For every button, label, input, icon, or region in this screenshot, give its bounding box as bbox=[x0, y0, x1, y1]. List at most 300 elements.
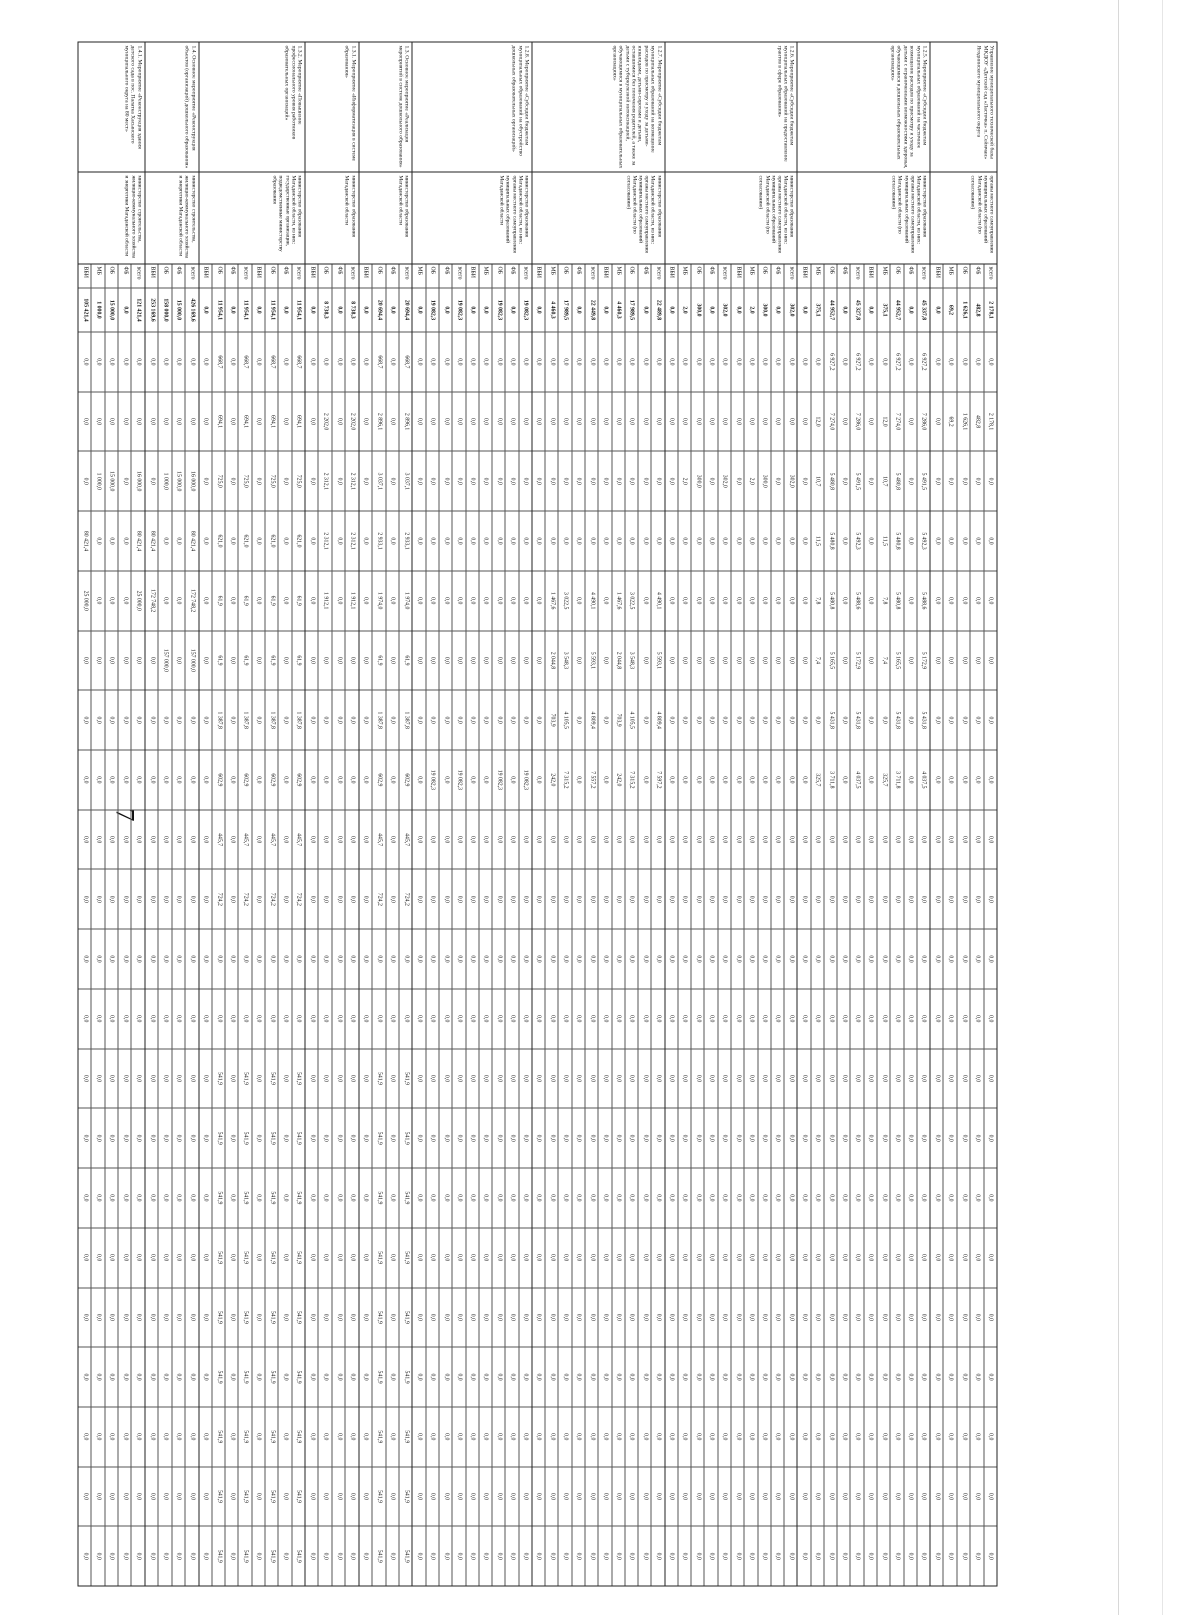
year-value-cell: 0,0 bbox=[105, 870, 117, 930]
year-value-cell: 3 711,8 bbox=[824, 751, 836, 811]
year-value-cell: 61,9 bbox=[239, 571, 251, 631]
year-value-cell: 2 896,1 bbox=[399, 392, 411, 452]
year-value-cell: 0,0 bbox=[612, 333, 624, 393]
year-value-cell: 541,9 bbox=[292, 1348, 304, 1408]
year-value-cell: 0,0 bbox=[692, 631, 704, 691]
year-value-cell: 0,0 bbox=[984, 1169, 996, 1229]
year-value-cell: 0,0 bbox=[186, 1049, 198, 1109]
year-value-cell: 0,0 bbox=[506, 333, 518, 393]
year-value-cell: 0,0 bbox=[824, 989, 836, 1049]
year-value-cell: 4 809,4 bbox=[652, 691, 664, 751]
year-value-cell: 0,0 bbox=[386, 512, 398, 572]
year-value-cell: 0,0 bbox=[332, 631, 344, 691]
year-value-cell: 0,0 bbox=[718, 1407, 730, 1467]
total-cell: 45 337,8 bbox=[917, 289, 929, 333]
year-value-cell: 0,0 bbox=[332, 930, 344, 990]
year-value-cell: 0,0 bbox=[78, 870, 90, 930]
year-value-cell: 0,0 bbox=[386, 333, 398, 393]
year-value-cell: 0,0 bbox=[612, 1109, 624, 1169]
year-value-cell: 0,0 bbox=[718, 392, 730, 452]
year-value-cell: 0,0 bbox=[758, 571, 770, 631]
year-value-cell: 668,7 bbox=[292, 333, 304, 393]
year-value-cell: 0,0 bbox=[145, 810, 157, 870]
year-value-cell: 0,0 bbox=[904, 1228, 916, 1288]
funding-source-cell: всего bbox=[132, 265, 144, 289]
table-row bbox=[691, 265, 704, 1586]
year-value-cell: 0,0 bbox=[92, 1348, 104, 1408]
table-row bbox=[545, 265, 558, 1586]
year-value-cell: 0,0 bbox=[172, 1169, 184, 1229]
year-value-cell: 0,0 bbox=[904, 392, 916, 452]
year-value-cell: 0,0 bbox=[944, 1288, 956, 1348]
year-value-cell: 0,0 bbox=[145, 1228, 157, 1288]
year-value-cell: 61,9 bbox=[373, 631, 385, 691]
year-value-cell: 0,0 bbox=[771, 452, 783, 512]
year-value-cell: 2 933,1 bbox=[373, 512, 385, 572]
year-value-cell: 0,0 bbox=[186, 1348, 198, 1408]
year-value-cell: 0,0 bbox=[172, 571, 184, 631]
year-value-cell: 0,0 bbox=[186, 930, 198, 990]
year-value-cell: 0,0 bbox=[798, 691, 810, 751]
year-value-cell: 0,0 bbox=[864, 1049, 876, 1109]
year-value-cell: 0,0 bbox=[705, 1407, 717, 1467]
year-value-cell: 0,0 bbox=[279, 1228, 291, 1288]
year-value-cell: 0,0 bbox=[678, 751, 690, 811]
year-value-cell: 7 557,2 bbox=[585, 751, 597, 811]
table-row bbox=[104, 265, 117, 1586]
year-value-cell: 0,0 bbox=[149, 1552, 156, 1560]
year-value-cell: 0,0 bbox=[319, 1467, 331, 1527]
year-value-cell: 2,0 bbox=[678, 452, 690, 512]
year-value-cell: 0,0 bbox=[851, 1288, 863, 1348]
year-value-cell: 0,0 bbox=[957, 512, 969, 572]
year-value-cell: 0,0 bbox=[132, 989, 144, 1049]
total-cell: 0,0 bbox=[252, 289, 264, 333]
year-value-cell: 0,0 bbox=[386, 751, 398, 811]
year-value-cell: 0,0 bbox=[639, 1049, 651, 1109]
total-cell: 0,0 bbox=[439, 289, 451, 333]
table-row bbox=[983, 265, 996, 1586]
year-value-cell: 0,0 bbox=[838, 631, 850, 691]
year-value-cell: 0,0 bbox=[705, 392, 717, 452]
year-value-cell: 7,8 bbox=[811, 571, 823, 631]
year-value-cell: 0,0 bbox=[891, 1288, 903, 1348]
year-value-cell: 0,0 bbox=[105, 810, 117, 870]
year-value-cell: 0,0 bbox=[426, 1467, 438, 1527]
year-value-cell: 0,0 bbox=[575, 1552, 582, 1560]
year-value-cell: 0,0 bbox=[971, 930, 983, 990]
year-value-cell: 7,8 bbox=[878, 571, 890, 631]
year-value-cell: 0,0 bbox=[904, 870, 916, 930]
year-value-cell: 0,0 bbox=[867, 1552, 874, 1560]
year-value-cell: 0,0 bbox=[931, 989, 943, 1049]
year-value-cell: 0,0 bbox=[705, 333, 717, 393]
year-value-cell: 0,0 bbox=[678, 1467, 690, 1527]
year-value-cell: 0,0 bbox=[572, 1407, 584, 1467]
year-value-cell: 0,0 bbox=[145, 392, 157, 452]
year-value-cell: 0,0 bbox=[785, 751, 797, 811]
measure-name: 1.4. Основное мероприятие «Реконструкция объектов (организаций) дошкольного образования» bbox=[145, 43, 198, 173]
year-value-cell: 0,0 bbox=[639, 1467, 651, 1527]
year-value-cell: 0,0 bbox=[332, 452, 344, 512]
table-row bbox=[704, 265, 717, 1586]
year-value-cell: 0,0 bbox=[599, 1407, 611, 1467]
funding-source-cell: всего bbox=[346, 265, 358, 289]
year-value-cell: 0,0 bbox=[665, 751, 677, 811]
year-value-cell: 0,0 bbox=[984, 810, 996, 870]
year-value-cell: 0,0 bbox=[92, 930, 104, 990]
year-value-cell: 0,0 bbox=[519, 691, 531, 751]
year-value-cell: 0,0 bbox=[359, 392, 371, 452]
year-value-cell: 0,0 bbox=[413, 333, 425, 393]
year-value-cell: 0,0 bbox=[705, 1049, 717, 1109]
year-value-cell: 0,0 bbox=[92, 1407, 104, 1467]
year-value-cell: 0,0 bbox=[413, 452, 425, 512]
year-value-cell: 5 431,8 bbox=[824, 691, 836, 751]
year-value-cell: 0,0 bbox=[332, 571, 344, 631]
year-value-cell: 0,0 bbox=[172, 1348, 184, 1408]
year-value-cell: 0,0 bbox=[122, 1552, 129, 1560]
year-value-cell: 0,0 bbox=[453, 1049, 465, 1109]
year-value-cell: 0,0 bbox=[519, 452, 531, 512]
funding-source-cell: ВБИ bbox=[145, 265, 157, 289]
year-value-cell: 0,0 bbox=[718, 1109, 730, 1169]
year-value-cell: 541,9 bbox=[242, 1549, 249, 1563]
year-value-cell: 5 480,8 bbox=[824, 571, 836, 631]
year-value-cell: 0,0 bbox=[652, 1228, 664, 1288]
year-value-cell: 0,0 bbox=[413, 1467, 425, 1527]
year-value-cell: 0,0 bbox=[506, 810, 518, 870]
year-value-cell: 0,0 bbox=[493, 989, 505, 1049]
year-value-cell: 0,0 bbox=[785, 333, 797, 393]
year-value-cell: 0,0 bbox=[944, 989, 956, 1049]
year-value-cell: 0,0 bbox=[692, 333, 704, 393]
year-value-cell: 0,0 bbox=[984, 512, 996, 572]
measure-name: 1.3.1. Мероприятие «Информатизация в системе образования» bbox=[305, 43, 358, 173]
table-row bbox=[890, 265, 903, 1586]
year-value-cell: 0,0 bbox=[811, 930, 823, 990]
year-value-cell: 0,0 bbox=[758, 810, 770, 870]
year-value-cell: 0,0 bbox=[359, 930, 371, 990]
year-value-cell: 0,0 bbox=[572, 1467, 584, 1527]
year-value-cell: 0,0 bbox=[439, 452, 451, 512]
measure-name: 1.2.6. Мероприятие «Субсидии бюджетам муниципальных образований на предоставление грантов в сфере образования» bbox=[665, 43, 797, 173]
year-value-cell: 0,0 bbox=[891, 810, 903, 870]
year-value-cell: 0,0 bbox=[175, 1552, 182, 1560]
year-value-cell: 0,0 bbox=[731, 1169, 743, 1229]
year-value-cell: 0,0 bbox=[92, 1467, 104, 1527]
year-value-cell: 0,0 bbox=[546, 870, 558, 930]
year-value-cell: 0,0 bbox=[532, 1049, 544, 1109]
year-value-cell: 0,0 bbox=[678, 1348, 690, 1408]
year-value-cell: 0,0 bbox=[439, 571, 451, 631]
year-value-cell: 0,0 bbox=[186, 810, 198, 870]
year-value-cell: 0,0 bbox=[572, 452, 584, 512]
table-row bbox=[584, 265, 597, 1586]
year-value-cell: 0,0 bbox=[159, 1169, 171, 1229]
year-value-cell: 61,9 bbox=[212, 631, 224, 691]
year-value-cell: 0,0 bbox=[359, 989, 371, 1049]
year-value-cell: 0,0 bbox=[92, 870, 104, 930]
year-value-cell: 541,9 bbox=[403, 1549, 410, 1563]
year-value-cell: 0,0 bbox=[745, 751, 757, 811]
year-value-cell: 0,0 bbox=[132, 810, 144, 870]
total-cell: 2,0 bbox=[745, 289, 757, 333]
year-value-cell: 0,0 bbox=[199, 452, 211, 512]
year-value-cell: 0,0 bbox=[639, 452, 651, 512]
year-value-cell: 0,0 bbox=[585, 1288, 597, 1348]
year-value-cell: 0,0 bbox=[519, 1467, 531, 1527]
year-value-cell: 541,9 bbox=[373, 1467, 385, 1527]
funding-source-cell: ОБ bbox=[319, 265, 331, 289]
year-value-cell: 0,0 bbox=[984, 1407, 996, 1467]
year-value-cell: 0,0 bbox=[851, 1169, 863, 1229]
year-value-cell: 0,0 bbox=[668, 1552, 675, 1560]
year-value-cell: 0,0 bbox=[226, 452, 238, 512]
total-cell: 0,0 bbox=[838, 289, 850, 333]
year-value-cell: 0,0 bbox=[145, 631, 157, 691]
year-value-cell: 0,0 bbox=[132, 1109, 144, 1169]
year-value-cell: 0,0 bbox=[559, 392, 571, 452]
year-value-cell: 0,0 bbox=[453, 1109, 465, 1169]
year-value-cell: 0,0 bbox=[439, 930, 451, 990]
year-value-cell: 5 488,6 bbox=[917, 571, 929, 631]
year-value-cell: 0,0 bbox=[838, 452, 850, 512]
year-value-cell: 0,0 bbox=[904, 691, 916, 751]
year-value-cell: 668,7 bbox=[239, 333, 251, 393]
year-value-cell: 445,7 bbox=[212, 810, 224, 870]
year-value-cell: 0,0 bbox=[692, 1348, 704, 1408]
year-value-cell: 0,0 bbox=[172, 512, 184, 572]
year-value-cell: 0,0 bbox=[266, 989, 278, 1049]
funding-source-cell: ОБ bbox=[373, 265, 385, 289]
year-value-cell: 0,0 bbox=[878, 1109, 890, 1169]
year-value-cell: 0,0 bbox=[346, 333, 358, 393]
year-value-cell: 0,0 bbox=[731, 452, 743, 512]
year-value-cell: 0,0 bbox=[854, 1552, 861, 1560]
year-value-cell: 0,0 bbox=[279, 1109, 291, 1169]
year-value-cell: 724,2 bbox=[266, 870, 278, 930]
year-value-cell: 61,9 bbox=[266, 571, 278, 631]
responsible-executor: министерство образования Магаданской области, из них: органы местного самоуправления муниципальных образований Магаданской области bbox=[413, 173, 532, 265]
year-value-cell: 0,0 bbox=[920, 1552, 927, 1560]
year-value-cell: 0,0 bbox=[506, 691, 518, 751]
year-value-cell: 0,0 bbox=[506, 751, 518, 811]
year-value-cell: 0,0 bbox=[788, 1552, 795, 1560]
total-cell: 121 421,4 bbox=[132, 289, 144, 333]
year-value-cell: 0,0 bbox=[199, 1049, 211, 1109]
year-value-cell: 0,0 bbox=[971, 512, 983, 572]
year-value-cell: 0,0 bbox=[226, 1228, 238, 1288]
year-value-cell: 0,0 bbox=[917, 1109, 929, 1169]
year-value-cell: 0,0 bbox=[665, 631, 677, 691]
year-value-cell: 0,0 bbox=[506, 1049, 518, 1109]
year-value-cell: 0,0 bbox=[917, 1288, 929, 1348]
year-value-cell: 0,0 bbox=[771, 1288, 783, 1348]
total-cell: 0,0 bbox=[119, 289, 131, 333]
year-value-cell: 0,0 bbox=[851, 1109, 863, 1169]
year-value-cell: 0,0 bbox=[279, 989, 291, 1049]
year-value-cell: 0,0 bbox=[785, 571, 797, 631]
year-value-cell: 0,0 bbox=[119, 1169, 131, 1229]
responsible-executor: министерство строительства, жилищно-коммунального хозяйства и энергетики Магаданской области bbox=[145, 173, 198, 265]
year-value-cell: 0,0 bbox=[159, 392, 171, 452]
year-value-cell: 0,0 bbox=[92, 989, 104, 1049]
year-value-cell: 0,0 bbox=[439, 989, 451, 1049]
year-value-cell: 0,0 bbox=[212, 930, 224, 990]
year-value-cell: 2 202,0 bbox=[319, 392, 331, 452]
year-value-cell: 0,0 bbox=[771, 1109, 783, 1169]
year-value-cell: 0,0 bbox=[864, 1109, 876, 1169]
year-value-cell: 541,9 bbox=[373, 1228, 385, 1288]
year-value-cell: 0,0 bbox=[92, 571, 104, 631]
total-cell: 482,8 bbox=[971, 289, 983, 333]
year-value-cell: 0,0 bbox=[944, 452, 956, 512]
year-value-cell: 0,0 bbox=[745, 930, 757, 990]
year-value-cell: 0,0 bbox=[731, 1407, 743, 1467]
table-row bbox=[611, 265, 624, 1586]
year-value-cell: 725,0 bbox=[266, 452, 278, 512]
year-value-cell: 3 022,5 bbox=[625, 571, 637, 631]
year-value-cell: 0,0 bbox=[931, 452, 943, 512]
year-value-cell: 0,0 bbox=[944, 810, 956, 870]
year-value-cell: 602,9 bbox=[266, 751, 278, 811]
year-value-cell: 0,0 bbox=[359, 810, 371, 870]
year-value-cell: 0,0 bbox=[599, 571, 611, 631]
year-value-cell: 0,0 bbox=[585, 1049, 597, 1109]
year-value-cell: 80 421,4 bbox=[78, 512, 90, 572]
year-value-cell: 0,0 bbox=[332, 1109, 344, 1169]
year-value-cell: 0,0 bbox=[439, 631, 451, 691]
year-value-cell: 0,0 bbox=[771, 1169, 783, 1229]
year-value-cell: 0,0 bbox=[785, 930, 797, 990]
year-value-cell: 0,0 bbox=[466, 512, 478, 572]
year-value-cell: 0,0 bbox=[546, 452, 558, 512]
year-value-cell: 0,0 bbox=[439, 392, 451, 452]
year-value-cell: 0,0 bbox=[731, 333, 743, 393]
year-value-cell: 0,0 bbox=[731, 1288, 743, 1348]
year-value-cell: 0,0 bbox=[186, 1169, 198, 1229]
year-value-cell: 0,0 bbox=[493, 631, 505, 691]
year-value-cell: 0,0 bbox=[78, 333, 90, 393]
year-value-cell: 0,0 bbox=[386, 1288, 398, 1348]
funding-source-cell: ФБ bbox=[332, 265, 344, 289]
year-value-cell: 0,0 bbox=[359, 1228, 371, 1288]
year-value-cell: 0,0 bbox=[119, 512, 131, 572]
total-cell: 2 178,1 bbox=[984, 289, 996, 333]
year-value-cell: 0,0 bbox=[957, 691, 969, 751]
year-value-cell: 0,0 bbox=[453, 691, 465, 751]
year-value-cell: 0,0 bbox=[439, 1169, 451, 1229]
table-row bbox=[465, 265, 478, 1586]
table-row bbox=[345, 265, 358, 1586]
year-value-cell: 0,0 bbox=[349, 1552, 356, 1560]
year-value-cell: 0,0 bbox=[758, 989, 770, 1049]
year-value-cell: 0,0 bbox=[705, 1467, 717, 1527]
funding-source-cell: МБ bbox=[678, 265, 690, 289]
year-value-cell: 0,0 bbox=[639, 870, 651, 930]
year-value-cell: 0,0 bbox=[931, 512, 943, 572]
year-value-cell: 0,0 bbox=[466, 870, 478, 930]
year-value-cell: 0,0 bbox=[413, 989, 425, 1049]
year-value-cell: 0,0 bbox=[864, 1467, 876, 1527]
year-value-cell: 0,0 bbox=[305, 691, 317, 751]
year-value-cell: 0,0 bbox=[279, 512, 291, 572]
year-value-cell: 0,0 bbox=[652, 1109, 664, 1169]
total-cell: 45 327,8 bbox=[851, 289, 863, 333]
year-value-cell: 5 172,9 bbox=[917, 631, 929, 691]
funding-source-cell: МБ bbox=[92, 265, 104, 289]
year-value-cell: 0,0 bbox=[934, 1552, 941, 1560]
year-value-cell: 0,0 bbox=[493, 1228, 505, 1288]
year-value-cell: 0,0 bbox=[199, 1407, 211, 1467]
year-value-cell: 5 491,5 bbox=[917, 452, 929, 512]
year-value-cell: 0,0 bbox=[119, 1049, 131, 1109]
total-cell: 0,0 bbox=[532, 289, 544, 333]
year-value-cell: 0,0 bbox=[891, 930, 903, 990]
year-value-cell: 5 480,8 bbox=[824, 512, 836, 572]
year-value-cell: 0,0 bbox=[506, 1109, 518, 1169]
year-value-cell: 0,0 bbox=[426, 571, 438, 631]
year-value-cell: 0,0 bbox=[824, 930, 836, 990]
year-value-cell: 80 421,4 bbox=[132, 512, 144, 572]
year-value-cell: 0,0 bbox=[226, 989, 238, 1049]
year-value-cell: 0,0 bbox=[599, 392, 611, 452]
year-value-cell: 0,0 bbox=[785, 392, 797, 452]
year-value-cell: 0,0 bbox=[878, 1348, 890, 1408]
year-value-cell: 0,0 bbox=[305, 512, 317, 572]
year-value-cell: 0,0 bbox=[572, 1288, 584, 1348]
year-value-cell: 0,0 bbox=[252, 512, 264, 572]
year-value-cell: 0,0 bbox=[506, 1407, 518, 1467]
year-value-cell: 0,0 bbox=[239, 930, 251, 990]
year-value-cell: 0,0 bbox=[413, 1407, 425, 1467]
year-value-cell: 5 593,1 bbox=[652, 631, 664, 691]
total-cell: 20 694,4 bbox=[373, 289, 385, 333]
year-value-cell: 0,0 bbox=[771, 1049, 783, 1109]
year-value-cell: 541,9 bbox=[269, 1549, 276, 1563]
year-value-cell: 0,0 bbox=[838, 691, 850, 751]
year-value-cell: 0,0 bbox=[585, 1467, 597, 1527]
funding-source-cell: всего bbox=[585, 265, 597, 289]
year-value-cell: 0,0 bbox=[493, 1169, 505, 1229]
year-value-cell: 0,0 bbox=[785, 1109, 797, 1169]
year-value-cell: 0,0 bbox=[362, 1552, 369, 1560]
year-value-cell: 0,0 bbox=[305, 751, 317, 811]
year-value-cell: 5 492,3 bbox=[917, 512, 929, 572]
year-value-cell: 0,0 bbox=[105, 1407, 117, 1467]
total-cell: 11 954,1 bbox=[292, 289, 304, 333]
year-value-cell: 0,0 bbox=[665, 810, 677, 870]
year-value-cell: 5 431,8 bbox=[917, 691, 929, 751]
year-value-cell: 0,0 bbox=[984, 333, 996, 393]
year-value-cell: 0,0 bbox=[718, 1288, 730, 1348]
table-row bbox=[916, 265, 929, 1586]
table-row bbox=[837, 265, 850, 1586]
year-value-cell: 0,0 bbox=[864, 810, 876, 870]
year-value-cell: 0,0 bbox=[917, 1407, 929, 1467]
year-value-cell: 0,0 bbox=[413, 930, 425, 990]
year-value-cell: 0,0 bbox=[718, 1348, 730, 1408]
year-value-cell: 0,0 bbox=[252, 452, 264, 512]
funding-source-cell: ФБ bbox=[279, 265, 291, 289]
total-cell: 15 000,0 bbox=[105, 289, 117, 333]
year-value-cell: 0,0 bbox=[931, 691, 943, 751]
year-value-cell: 0,0 bbox=[479, 452, 491, 512]
year-value-cell: 0,0 bbox=[917, 810, 929, 870]
year-value-cell: 0,0 bbox=[758, 751, 770, 811]
year-value-cell: 0,0 bbox=[572, 512, 584, 572]
